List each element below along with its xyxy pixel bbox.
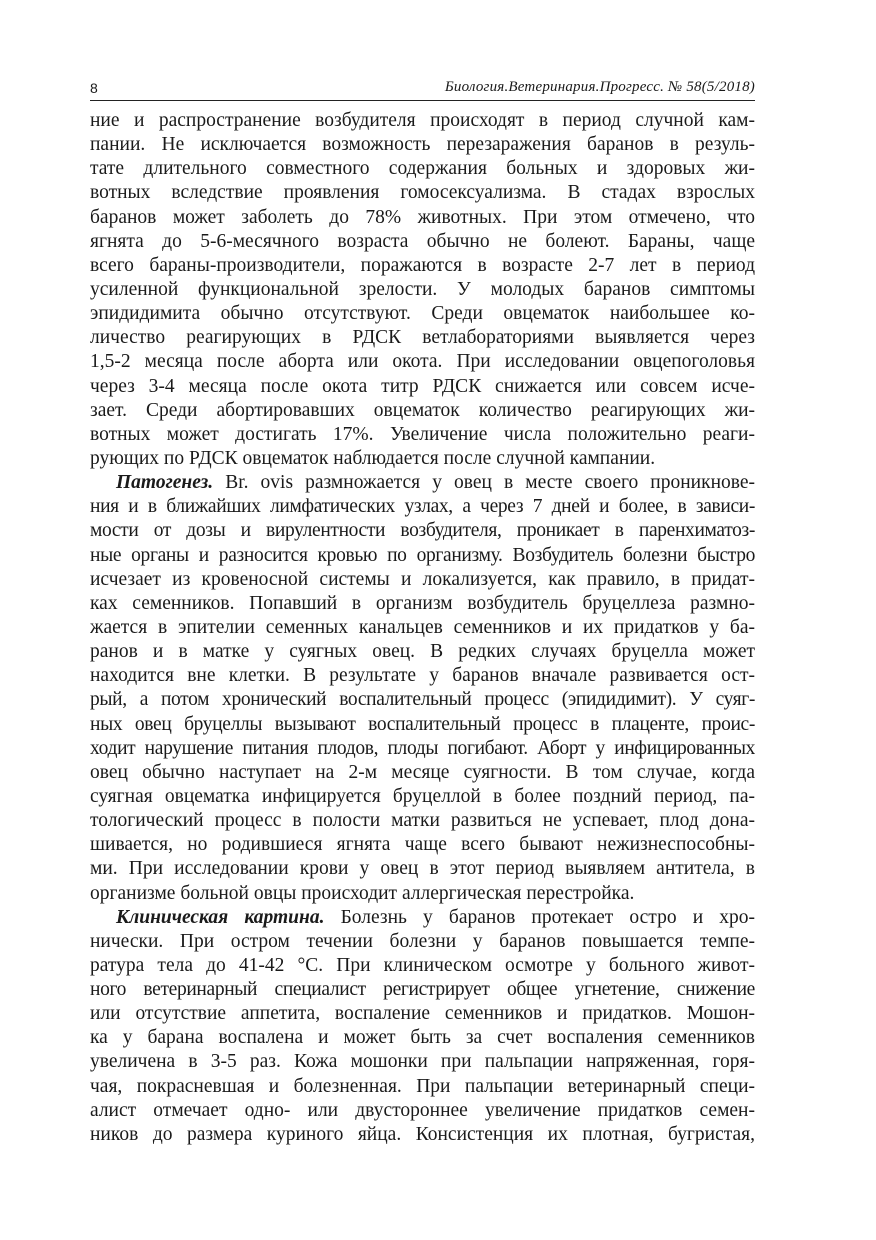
text-line: исчезает из кровеносной системы и локализуется, как правило, в придат-: [90, 568, 755, 590]
text-line: увеличена в 3-5 раз. Кожа мошонки при пальпации напряженная, горя-: [90, 1051, 755, 1073]
text-line: баранов может заболеть до 78% животных. При этом отмечено, что: [90, 206, 755, 228]
text-line: вотных может достигать 17%. Увеличение числа положительно реаги-: [90, 423, 755, 445]
text-line: зает. Среди абортировавших овцематок количество реагирующих жи-: [90, 399, 755, 421]
text-line: или отсутствие аппетита, воспаление семенников и придатков. Мошон-: [90, 1003, 755, 1025]
text-line: ранов и в матке у суягных овец. В редких случаях бруцелла может: [90, 641, 755, 663]
paragraph-epizootology: [90, 109, 755, 471]
text-line: личество реагирующих в РДСК ветлабораториями выявляется через: [90, 327, 755, 349]
text-line: жается в эпителии семенных канальцев семенников и их придатков у ба-: [90, 616, 755, 638]
text-line: тологический процесс в полости матки развиться не успевает, плод дона-: [90, 810, 755, 832]
text-line: ные органы и разносится кровью по организму. Возбудитель болезни быстро: [90, 544, 755, 566]
text-line: тате длительного совместного содержания больных и здоровых жи-: [90, 158, 755, 180]
text-line: ников до размера куриного яйца. Консистенция их плотная, бугристая,: [90, 1123, 755, 1145]
text-line: нически. При остром течении болезни у баранов повышается темпе-: [90, 930, 755, 952]
text-line: ние и распространение возбудителя происходят в период случной кам-: [90, 110, 755, 131]
paragraph-clinical-picture: [90, 906, 755, 1147]
text-line: ния и в ближайших лимфатических узлах, а через 7 дней и более, в зависи-: [90, 496, 755, 518]
text-line: [90, 471, 755, 495]
text-line: ка у барана воспалена и может быть за счет воспаления семенников: [90, 1027, 755, 1049]
text-line: ках семенников. Попавший в организм возбудитель бруцеллеза размно-: [90, 592, 755, 614]
text-line: 1,5-2 месяца после аборта или окота. При исследовании овцепоголовья: [90, 351, 755, 373]
text-line: организме больной овцы происходит аллергическая перестройка.: [90, 882, 635, 904]
text-line: суягная овцематка инфицируется бруцеллой в более поздний период, па-: [90, 785, 755, 807]
journal-page: [90, 78, 755, 1147]
text-line: алист отмечает одно- или двустороннее увеличение придатков семен-: [90, 1099, 755, 1121]
text-line: ного ветеринарный специалист регистрирует общее угнетение, снижение: [90, 979, 755, 1001]
page-header: [90, 78, 755, 101]
journal-title: Биология.Ветеринария.Прогресс. № 58(5/2018): [444, 79, 755, 95]
section-term-clinical-picture: Клиническая картина.: [116, 906, 325, 928]
article-body: [90, 109, 755, 1147]
page-number: 8: [90, 80, 98, 96]
text-line: ратура тела до 41-42 °С. При клиническом осмотре у больного живот-: [90, 954, 755, 976]
text-line: усиленной функциональной зрелости. У молодых баранов симптомы: [90, 278, 755, 300]
text-fragment: Br. ovis размножается у овец в месте своего проникнове-: [213, 472, 755, 494]
text-line: ных овец бруцеллы вызывают воспалительный процесс в плаценте, проис-: [90, 713, 755, 735]
text-line: вотных вследствие проявления гомосексуализма. В стадах взрослых: [90, 182, 755, 204]
section-term-pathogenesis: Патогенез.: [116, 472, 214, 494]
text-line: рующих по РДСК овцематок наблюдается после случной кампании.: [90, 447, 656, 469]
paragraph-pathogenesis: [90, 471, 755, 906]
text-line: [90, 906, 755, 930]
text-line: пании. Не исключается возможность перезаражения баранов в резуль-: [90, 134, 755, 156]
text-line: ягнята до 5-6-месячного возраста обычно не болеют. Бараны, чаще: [90, 230, 755, 252]
text-line: находится вне клетки. В результате у баранов вначале развивается ост-: [90, 665, 755, 687]
text-line: ми. При исследовании крови у овец в этот период выявляем антитела, в: [90, 858, 755, 880]
text-line: эпидидимита обычно отсутствуют. Среди овцематок наибольшее ко-: [90, 303, 755, 325]
text-line: всего бараны-производители, поражаются в возрасте 2-7 лет в период: [90, 254, 755, 276]
text-line: через 3-4 месяца после окота титр РДСК снижается или совсем исче-: [90, 375, 755, 397]
text-line: рый, а потом хронический воспалительный процесс (эпидидимит). У суяг-: [90, 689, 755, 711]
text-line: шивается, но родившиеся ягнята чаще всего бывают нежизнеспособны-: [90, 834, 755, 856]
text-line: овец обычно наступает на 2-м месяце суягности. В том случае, когда: [90, 761, 755, 783]
text-fragment: Болезнь у баранов протекает остро и хро-: [324, 906, 755, 928]
text-line: мости от дозы и вирулентности возбудителя, проникает в паренхиматоз-: [90, 520, 755, 542]
text-line: ходит нарушение питания плодов, плоды погибают. Аборт у инфицированных: [90, 737, 755, 759]
text-line: чая, покрасневшая и болезненная. При пальпации ветеринарный специ-: [90, 1075, 755, 1097]
